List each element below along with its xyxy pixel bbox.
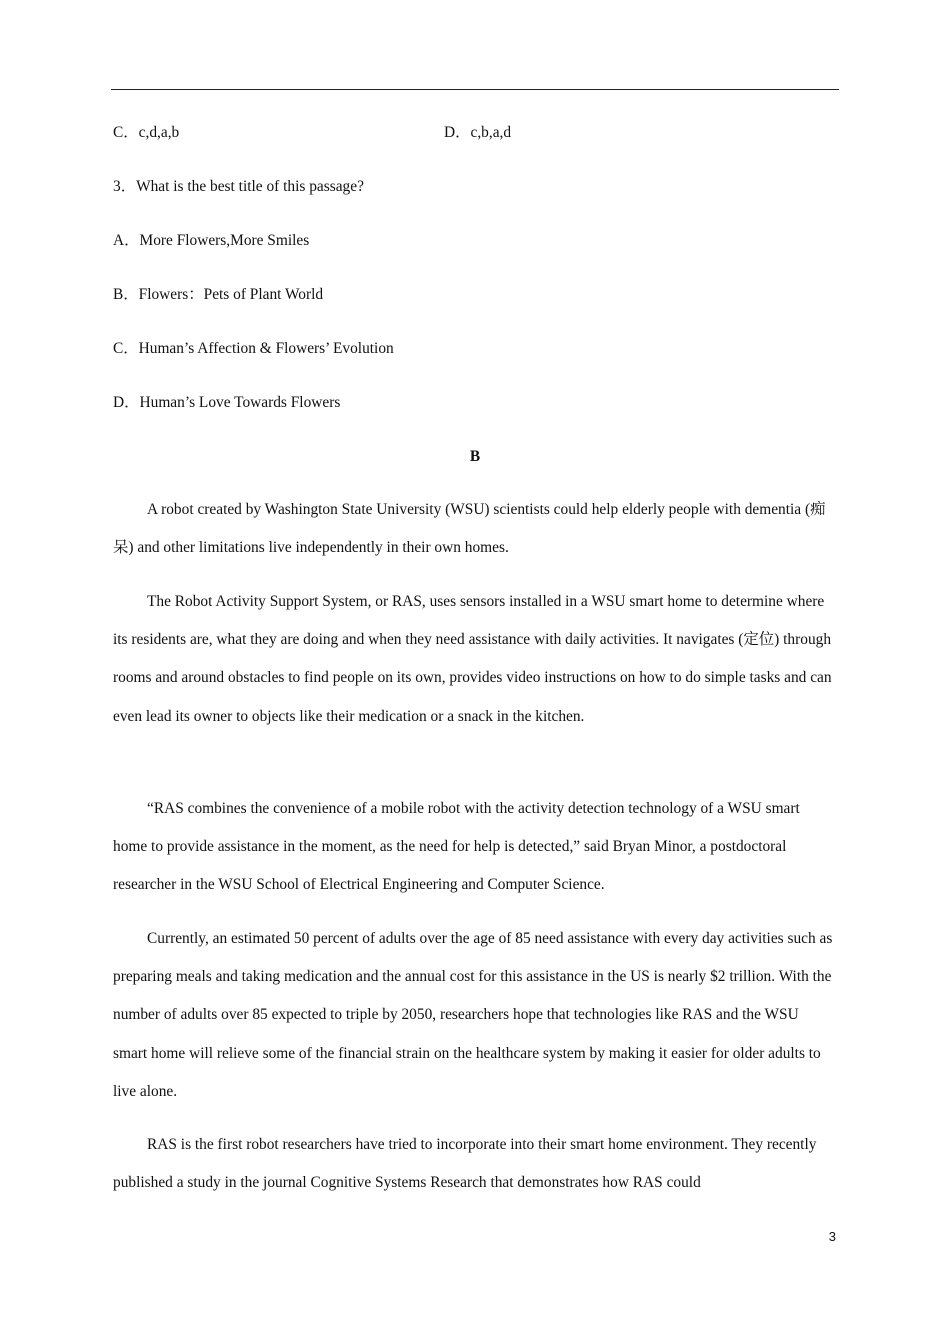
page-number: 3: [828, 1229, 836, 1244]
section-heading-b: B: [469, 448, 481, 465]
q3-stem: 3．What is the best title of this passage?: [113, 178, 364, 195]
paragraph-5: RAS is the first robot researchers have tried to incorporate into their smart home environment. They recently published a study in the journal Cognitive Systems Research that demonstrates how RAS could: [113, 1136, 817, 1192]
q3-option-c: C．Human’s Affection & Flowers’ Evolution: [113, 340, 394, 357]
q2-option-d: D．c,b,a,d: [444, 124, 512, 141]
q3-option-a: A．More Flowers,More Smiles: [113, 232, 310, 249]
header-rule: [111, 89, 839, 90]
q3-option-b: B．Flowers：Pets of Plant World: [113, 286, 324, 303]
q2-option-c: C．c,d,a,b: [113, 124, 180, 141]
q3-option-d: D．Human’s Love Towards Flowers: [113, 394, 341, 411]
paragraph-2: The Robot Activity Support System, or RAS, uses sensors installed in a WSU smart home to determine where its residents are, what they are doing and when they need assistance with daily activities. It navigates (定位) through rooms and around obstacles to find people on its own, provides video instructions on how to do simple tasks and can even lead its owner to objects like their medication or a snack in the kitchen.: [113, 593, 832, 725]
paragraph-1: A robot created by Washington State University (WSU) scientists could help elderly people with dementia (痴呆) and other limitations live independently in their own homes.: [113, 501, 826, 557]
paragraph-3: “RAS combines the convenience of a mobile robot with the activity detection technology of a WSU smart home to provide assistance in the moment, as the need for help is detected,” said Bryan Minor, a postdoctoral researcher in the WSU School of Electrical Engineering and Computer Science.: [113, 800, 800, 894]
paragraph-4: Currently, an estimated 50 percent of adults over the age of 85 need assistance with every day activities such as preparing meals and taking medication and the annual cost for this assistance in the US is nearly $2 trillion. With the number of adults over 85 expected to triple by 2050, researchers hope that technologies like RAS and the WSU smart home will relieve some of the financial strain on the healthcare system by making it easier for older adults to live alone.: [113, 930, 833, 1100]
